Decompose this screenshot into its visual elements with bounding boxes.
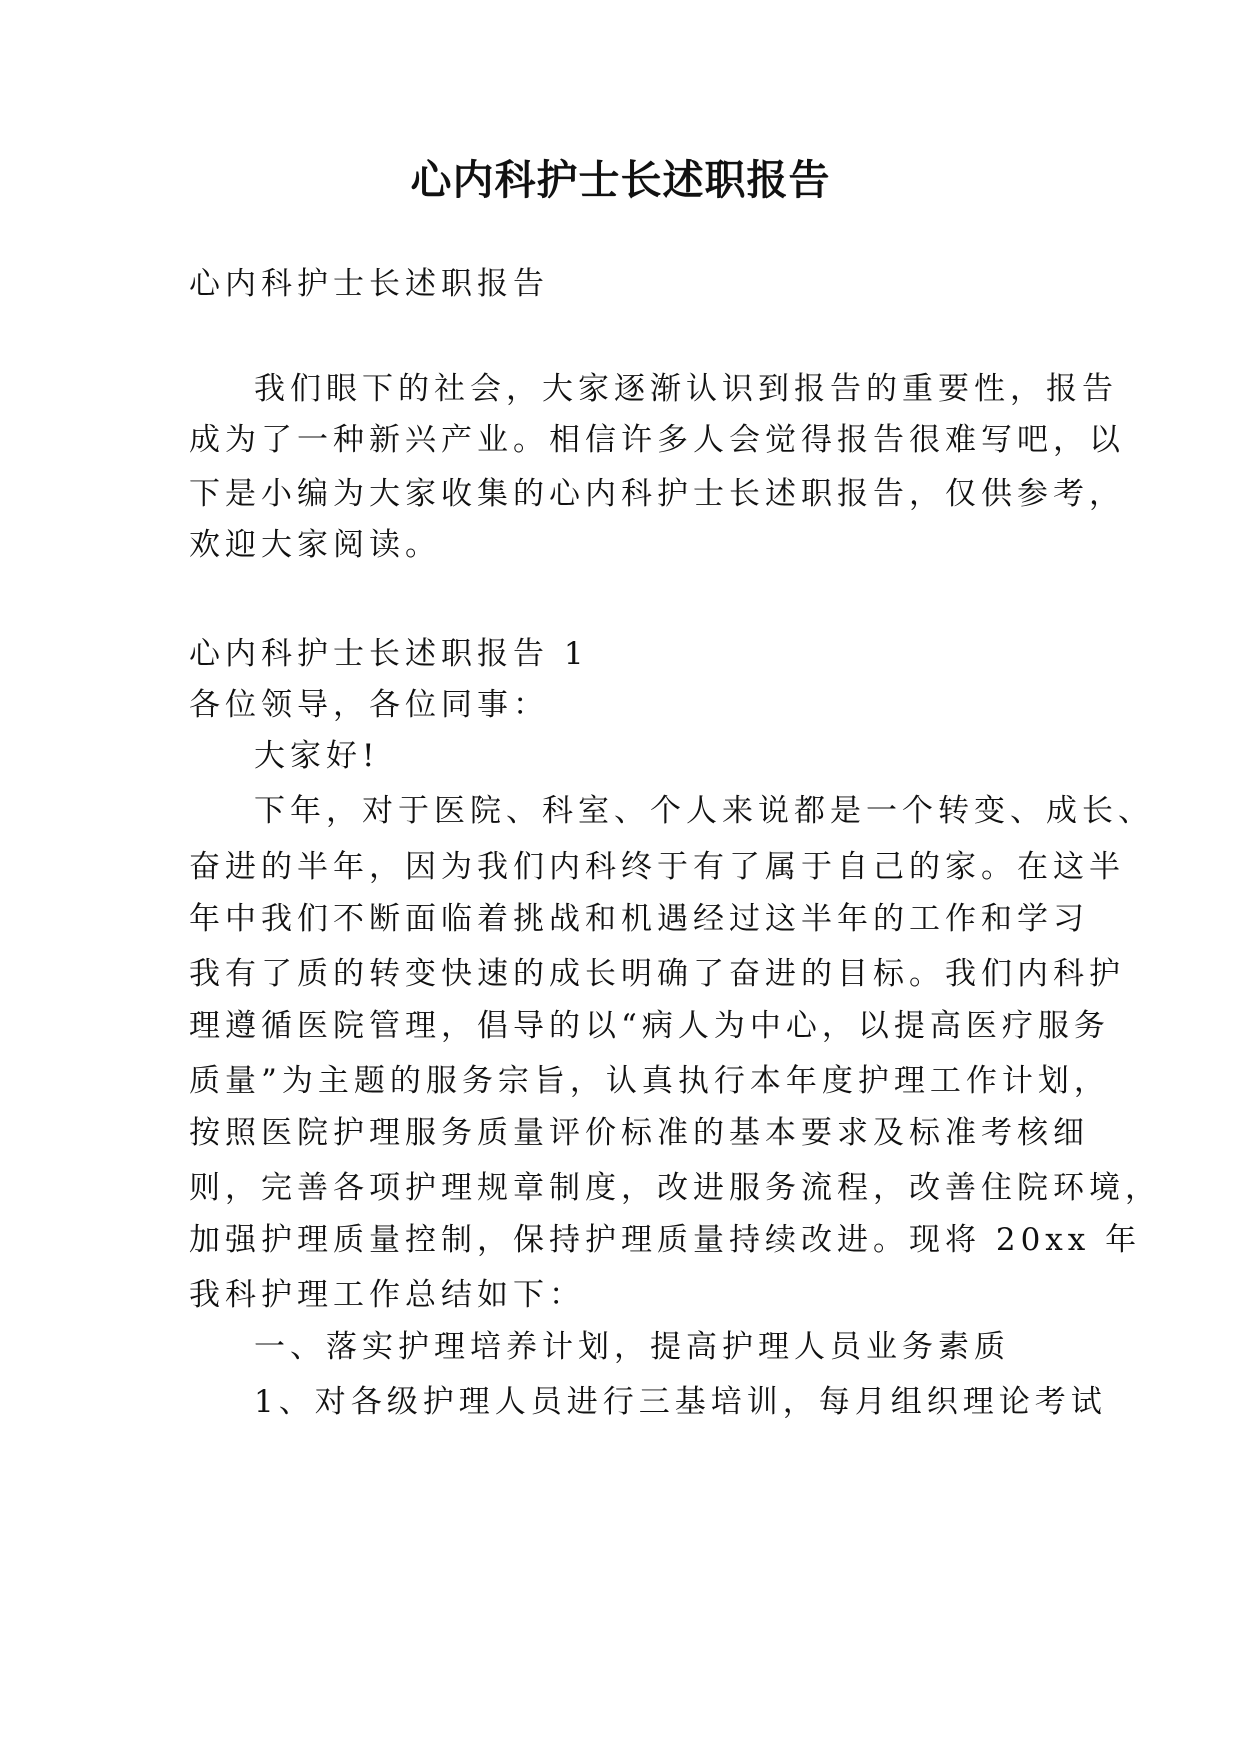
body-line-3: 年中我们不断面临着挑战和机遇经过这半年的工作和学习 — [189, 901, 1089, 937]
intro-line-3: 下是小编为大家收集的心内科护士长述职报告，仅供参考， — [189, 476, 1125, 512]
document-subtitle: 心内科护士长述职报告 — [189, 266, 549, 302]
salutation: 各位领导，各位同事： — [189, 687, 549, 723]
intro-line-2: 成为了一种新兴产业。相信许多人会觉得报告很难写吧，以 — [189, 422, 1125, 458]
body-line-7: 按照医院护理服务质量评价标准的基本要求及标准考核细 — [189, 1115, 1089, 1151]
body-line-6: 质量”为主题的服务宗旨，认真执行本年度护理工作计划， — [189, 1063, 1110, 1099]
item-1: 1、对各级护理人员进行三基培训，每月组织理论考试 — [254, 1384, 1107, 1420]
section-title: 心内科护士长述职报告 1 — [189, 636, 589, 672]
document-title: 心内科护士长述职报告 — [410, 156, 831, 204]
body-line-5: 理遵循医院管理，倡导的以“病人为中心，以提高医疗服务 — [189, 1008, 1110, 1044]
body-line-9: 加强护理质量控制，保持护理质量持续改进。现将 20xx 年 — [189, 1222, 1142, 1258]
intro-line-1: 我们眼下的社会，大家逐渐认识到报告的重要性，报告 — [254, 371, 1118, 407]
body-line-2: 奋进的半年，因为我们内科终于有了属于自己的家。在这半 — [189, 849, 1125, 885]
heading-1: 一、落实护理培养计划，提高护理人员业务素质 — [254, 1329, 1010, 1365]
body-line-1: 下年，对于医院、科室、个人来说都是一个转变、成长、 — [254, 793, 1154, 829]
greeting: 大家好! — [254, 738, 380, 774]
body-line-4: 我有了质的转变快速的成长明确了奋进的目标。我们内科护 — [189, 956, 1125, 992]
body-line-8: 则，完善各项护理规章制度，改进服务流程，改善住院环境， — [189, 1170, 1161, 1206]
body-line-10: 我科护理工作总结如下： — [189, 1277, 585, 1313]
intro-line-4: 欢迎大家阅读。 — [189, 527, 441, 563]
